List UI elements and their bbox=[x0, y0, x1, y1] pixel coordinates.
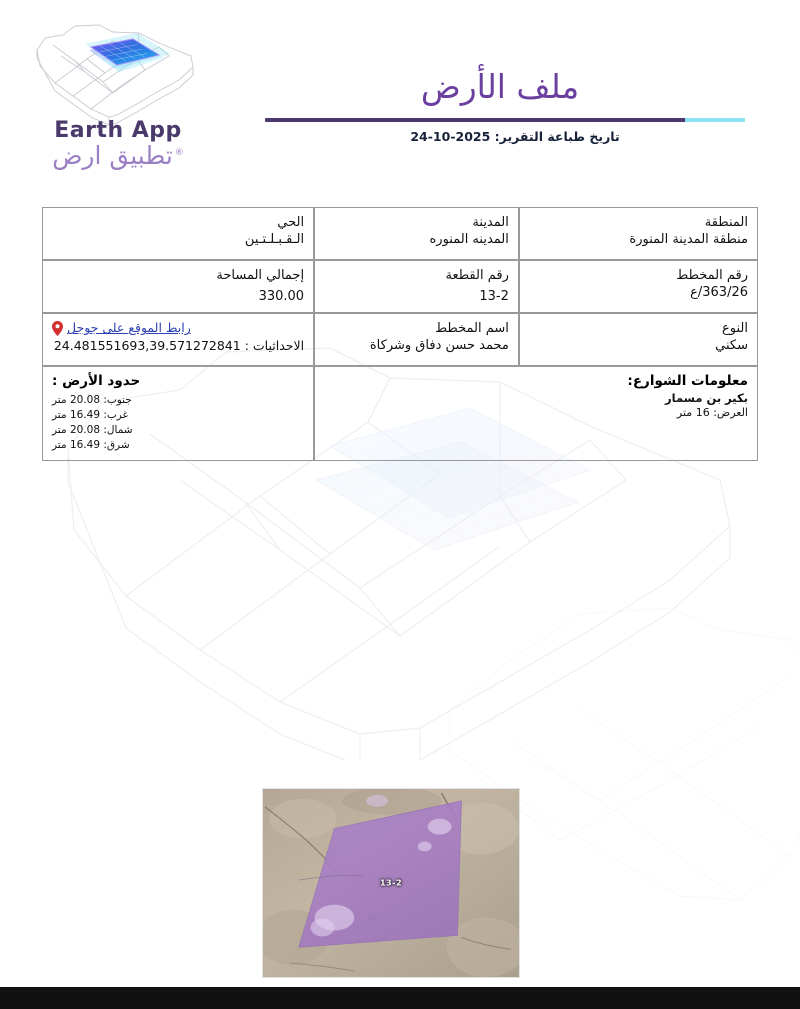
registered-mark: ® bbox=[174, 148, 184, 158]
map-pin-icon bbox=[52, 321, 63, 336]
cell-plan-name bbox=[314, 313, 519, 366]
city-label: المدينة bbox=[472, 215, 509, 230]
plan-name-label: اسم المخطط bbox=[435, 321, 509, 337]
district-value: الـقـبـلـتـين bbox=[244, 232, 305, 248]
bound-south: جنوب: 20.08 متر bbox=[52, 394, 132, 407]
earth-app-logo-icon bbox=[29, 14, 207, 126]
district-label: الحي bbox=[277, 215, 305, 230]
street-name-value: بكير بن مسمار bbox=[665, 391, 748, 406]
land-bounds-list bbox=[52, 393, 304, 453]
satellite-parcel-image bbox=[262, 788, 520, 978]
bound-north: شمال: 20.08 متر bbox=[52, 423, 133, 436]
land-bounds-label: حدود الأرض : bbox=[52, 373, 141, 390]
table-row bbox=[42, 260, 758, 313]
table-row bbox=[42, 366, 758, 460]
cell-city bbox=[314, 207, 519, 260]
cell-total-area bbox=[42, 260, 314, 313]
cell-location-link bbox=[42, 313, 314, 366]
plan-number-value: 363/26/ع bbox=[690, 285, 748, 301]
cell-streets-info bbox=[314, 366, 758, 460]
google-map-link-row[interactable] bbox=[52, 320, 304, 337]
plan-name-value: محمد حسن دفاق وشركاة bbox=[369, 338, 509, 354]
brand-name-ar: تطبيق ارض bbox=[52, 141, 173, 170]
cell-plan-number bbox=[519, 260, 758, 313]
report-print-date: تاريخ طباعة التقرير: 2025-10-24 bbox=[410, 128, 620, 144]
table-row bbox=[42, 313, 758, 366]
coordinates-label: الاحداثيات : bbox=[244, 337, 305, 353]
bound-west: غرب: 16.49 متر bbox=[52, 409, 129, 422]
parcel-number-label: رقم القطعة bbox=[445, 268, 509, 283]
region-label: المنطقة bbox=[704, 215, 748, 230]
parcel-number-value: 13-2 bbox=[479, 289, 509, 305]
bound-east: شرق: 16.49 متر bbox=[52, 438, 130, 451]
type-value: سكني bbox=[715, 338, 748, 354]
cell-type bbox=[519, 313, 758, 366]
brand-name-en: Earth App bbox=[54, 118, 182, 143]
screenshot-bottom-bar bbox=[0, 987, 800, 1009]
coordinates-row bbox=[52, 338, 304, 355]
title-divider bbox=[265, 118, 745, 122]
cell-land-bounds bbox=[42, 366, 314, 460]
streets-info-label: معلومات الشوارع: bbox=[627, 373, 748, 390]
region-value: منطقة المدينة المنورة bbox=[629, 232, 748, 248]
total-area-value: 330.00 bbox=[258, 289, 305, 305]
coordinates-value: 24.481551693,39.571272841 bbox=[53, 337, 241, 353]
cell-region bbox=[519, 207, 758, 260]
report-header bbox=[255, 68, 745, 144]
parcel-number-label-on-map: 13-2 bbox=[379, 878, 403, 888]
street-width-value: العرض: 16 متر bbox=[676, 406, 748, 420]
cell-parcel-number bbox=[314, 260, 519, 313]
google-maps-link[interactable]: رابط الموقع على جوجل bbox=[67, 320, 191, 336]
brand-logo bbox=[18, 14, 218, 179]
total-area-label: إجمالي المساحة bbox=[216, 268, 305, 283]
cell-district bbox=[42, 207, 314, 260]
type-label: النوع bbox=[722, 321, 748, 337]
city-value: المدينه المنوره bbox=[429, 232, 509, 248]
plan-number-label: رقم المخطط bbox=[676, 268, 748, 283]
table-row bbox=[42, 207, 758, 260]
land-info-table bbox=[42, 207, 758, 461]
page-title: ملف الأرض bbox=[420, 67, 580, 106]
